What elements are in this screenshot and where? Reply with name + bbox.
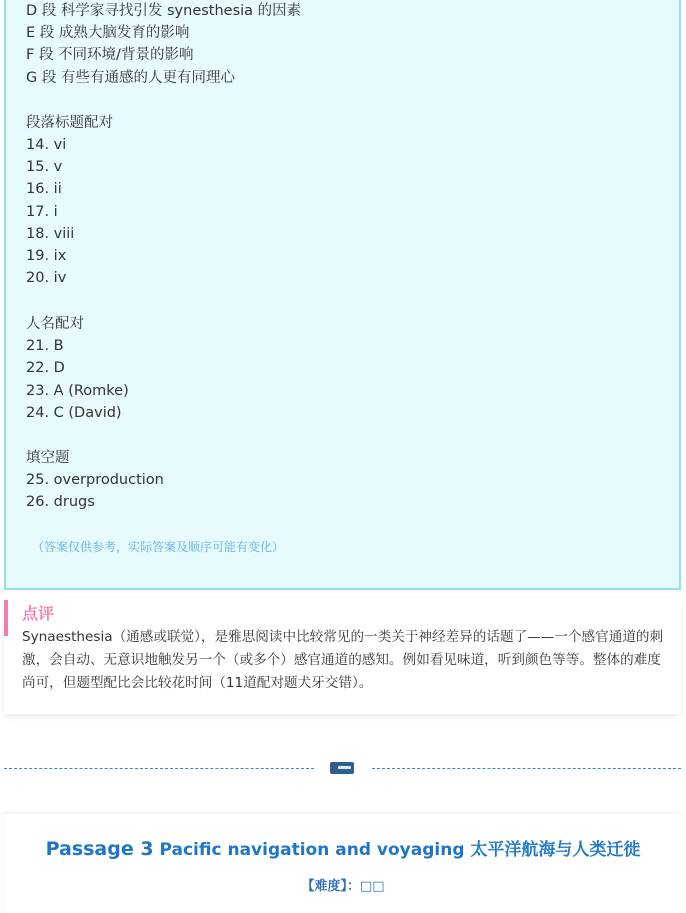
review-title: 点评 xyxy=(22,604,55,623)
review-text: Synaesthesia（通感或联觉），是雅思阅读中比较常见的一类关于神经差异的话题了——一个感官通道的刺激，会自动、无意识地触发另一个（或多个）感官通道的感知。例如看见味道，听到颜色等等。整体的难度尚可，但题型配比会比较花时间（11道配对题犬牙交错）。 xyxy=(22,629,664,691)
answer-item: 20. iv xyxy=(26,270,67,286)
answer-item: 23. A (Romke) xyxy=(26,383,129,399)
paragraph-line-e: E 段 成熟大脑发育的影响 xyxy=(26,25,190,41)
answer-item: 25. overproduction xyxy=(26,472,164,488)
brand-logo-icon xyxy=(330,762,354,774)
answer-item: 14. vi xyxy=(26,137,67,153)
answer-item: 18. viii xyxy=(26,226,75,242)
answer-box xyxy=(4,0,681,590)
answer-item: 15. v xyxy=(26,159,63,175)
passage-heading xyxy=(0,836,686,863)
answer-item: 26. drugs xyxy=(26,494,95,510)
answer-item: 16. ii xyxy=(26,181,62,197)
answer-item: 19. ix xyxy=(26,248,67,264)
passage-section-card xyxy=(4,814,681,913)
review-accent-bar xyxy=(4,600,8,636)
answer-disclaimer: （答案仅供参考，实际答案及顺序可能有变化） xyxy=(32,540,285,554)
fill-blank-title: 填空题 xyxy=(26,450,70,466)
passage-title: Pacific navigation and voyaging 太平洋航海与人类迁徙 xyxy=(159,840,641,860)
name-match-title: 人名配对 xyxy=(26,316,84,332)
answer-item: 17. i xyxy=(26,204,58,220)
review-card xyxy=(4,598,681,714)
heading-match-title: 段落标题配对 xyxy=(26,115,113,131)
answer-item: 24. C (David) xyxy=(26,405,122,421)
answer-item: 22. D xyxy=(26,360,65,376)
difficulty-label: 【难度】：□□ xyxy=(301,879,385,894)
paragraph-line-d: D 段 科学家寻找引发 synesthesia 的因素 xyxy=(26,3,302,19)
divider-line-left xyxy=(4,768,314,769)
divider-line-right xyxy=(372,768,681,769)
paragraph-line-f: F 段 不同环境/背景的影响 xyxy=(26,47,194,63)
passage-label: Passage 3 xyxy=(45,838,154,860)
paragraph-line-g: G 段 有些有通感的人更有同理心 xyxy=(26,70,235,86)
answer-item: 21. B xyxy=(26,338,64,354)
